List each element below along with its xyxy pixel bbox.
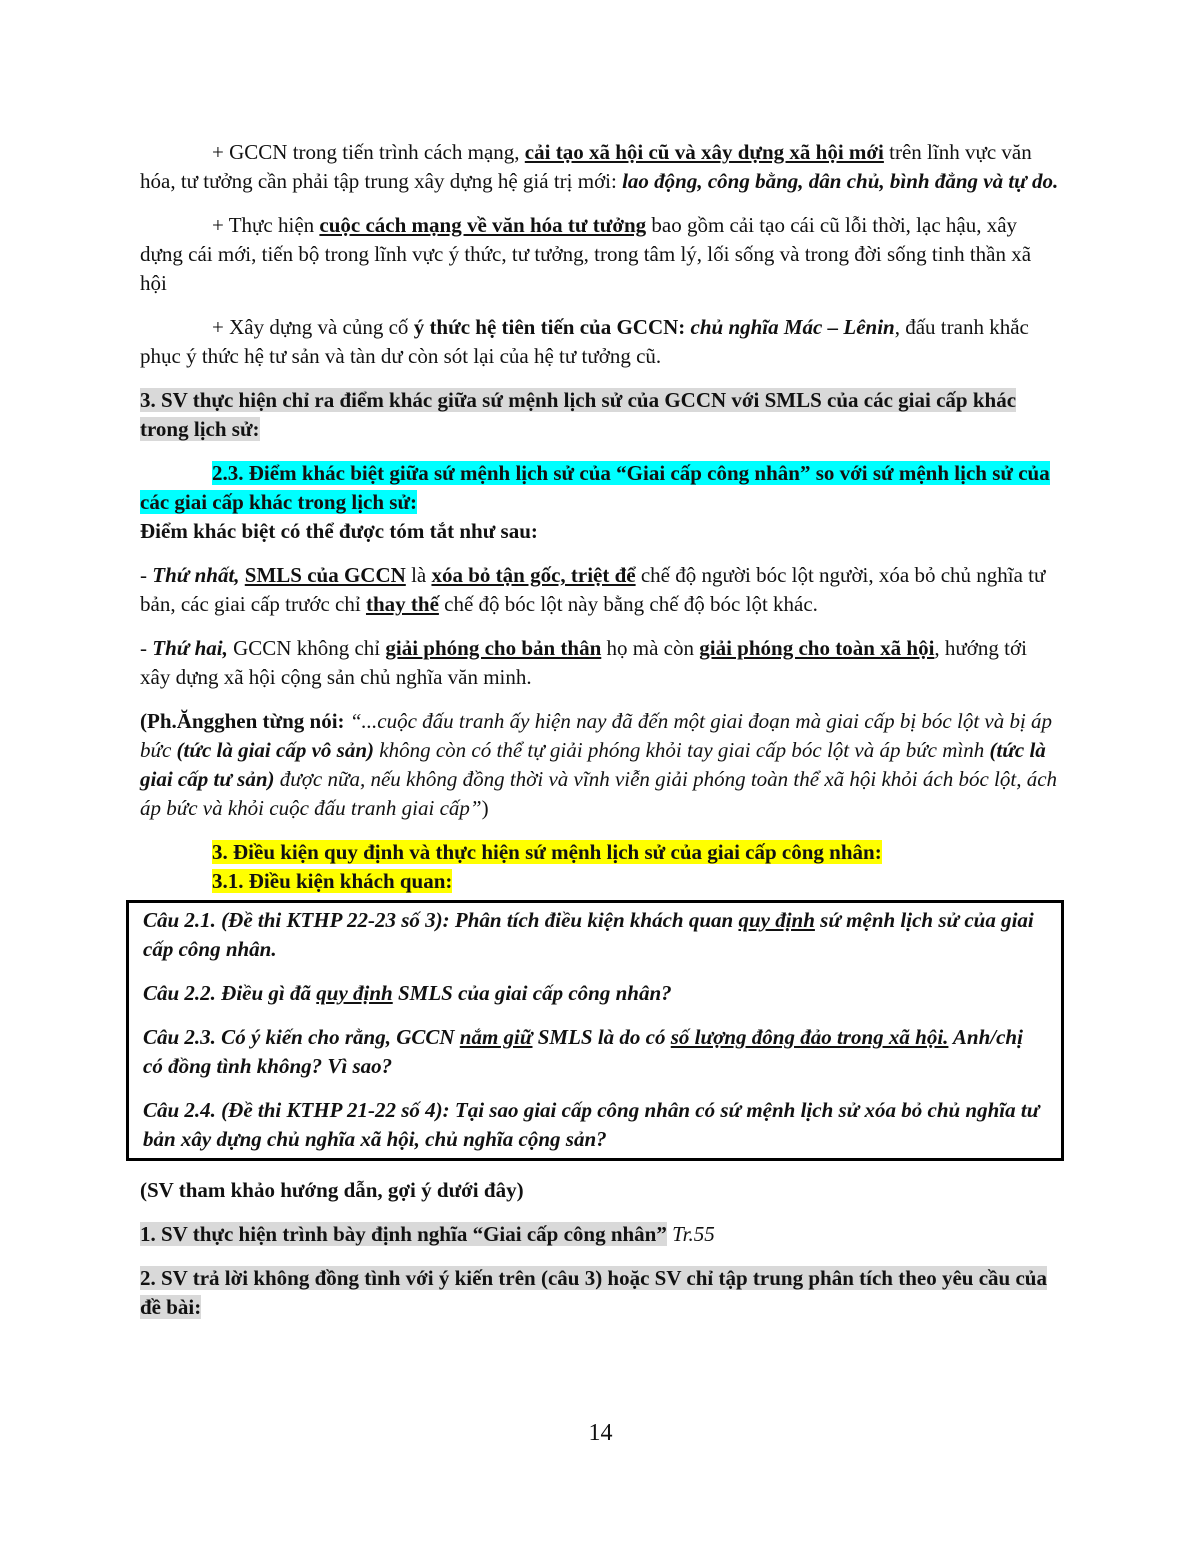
highlight-yellow: 3.1. Điều kiện khách quan: bbox=[212, 869, 453, 893]
question-2-2 bbox=[143, 979, 1047, 1008]
emphasis-italic: (tức là giai cấp vô sản) bbox=[176, 738, 375, 762]
emphasis-underline: quy định bbox=[738, 908, 815, 932]
text: + Thực hiện bbox=[212, 213, 320, 237]
quote-text: “...cuộc đấu tranh ấy hiện nay đã đến một giai đoạn mà giai cấp bị bóc lột và bị áp bức bbox=[140, 709, 1053, 762]
text: Câu 2.2. Điều gì đã bbox=[143, 981, 317, 1005]
heading-section-3 bbox=[140, 838, 1060, 867]
emphasis-italic: chủ nghĩa Mác – Lênin bbox=[690, 315, 895, 339]
text: Câu 2.1. (Đề thi KTHP 22-23 số 3): Phân tích điều kiện khách quan bbox=[143, 908, 739, 932]
text: GCCN không chỉ bbox=[227, 636, 386, 660]
text: họ mà còn bbox=[601, 636, 700, 660]
emphasis-bold: ý thức hệ tiên tiến của GCCN: bbox=[413, 315, 691, 339]
emphasis-underline: cải tạo xã hội cũ và xây dựng xã hội mới bbox=[524, 140, 884, 164]
paragraph-ideology bbox=[140, 313, 1060, 371]
text: - bbox=[140, 636, 153, 660]
text: + Xây dựng và củng cố bbox=[212, 315, 414, 339]
question-2-3 bbox=[143, 1023, 1047, 1081]
paragraph-culture-values bbox=[140, 138, 1060, 196]
text: + GCCN trong tiến trình cách mạng, bbox=[212, 140, 525, 164]
emphasis-underline: thay thế bbox=[365, 592, 439, 616]
summary-line: Điểm khác biệt có thể được tóm tắt như sau: bbox=[140, 519, 538, 543]
text: SMLS là do có bbox=[532, 1025, 671, 1049]
question-box bbox=[126, 900, 1064, 1161]
question-2-1 bbox=[143, 906, 1047, 964]
highlight-gray: 3. SV thực hiện chỉ ra điểm khác giữa sứ mệnh lịch sử của GCCN với SMLS của các giai cấp khác trong lịch sử: bbox=[140, 388, 1017, 441]
reference-note: (SV tham khảo hướng dẫn, gợi ý dưới đây) bbox=[140, 1178, 524, 1202]
text: - bbox=[140, 563, 153, 587]
text: Câu 2.3. Có ý kiến cho rằng, GCCN bbox=[143, 1025, 460, 1049]
emphasis-italic: Thứ nhất, bbox=[152, 563, 240, 587]
text: là bbox=[405, 563, 432, 587]
heading-section-2-3 bbox=[140, 459, 1060, 517]
page-reference: Tr.55 bbox=[666, 1222, 715, 1246]
text: chế độ bóc lột này bằng chế độ bóc lột khác. bbox=[438, 592, 818, 616]
document-page bbox=[140, 138, 1060, 1322]
emphasis-italic: (tức là giai cấp tư sản) bbox=[140, 738, 1046, 791]
text: ) bbox=[481, 796, 489, 820]
emphasis-underline: giải phóng cho bản thân bbox=[385, 636, 602, 660]
emphasis-underline: xóa bỏ tận gốc, triệt để bbox=[431, 563, 636, 587]
quote-text: được nữa, nếu không đồng thời và vĩnh viễn giải phóng toàn thể xã hội khỏi ách bóc lột, ách áp bức và khỏi cuộc đấu tranh giai cấp” bbox=[140, 767, 1058, 820]
text: , đấu tranh khắc phục ý thức hệ tư sản và tàn dư còn sót lại của hệ tư tưởng cũ. bbox=[140, 315, 1029, 368]
paragraph-second bbox=[140, 634, 1060, 692]
emphasis-bold: (Ph.Ăngghen từng nói: bbox=[140, 709, 350, 733]
text: , hướng tới xây dựng xã hội cộng sản chủ nghĩa văn minh. bbox=[140, 636, 1027, 689]
text: trên lĩnh vực văn hóa, tư tưởng cần phải tập trung xây dựng hệ giá trị mới: bbox=[140, 140, 1032, 193]
highlight-gray: 1. SV thực hiện trình bày định nghĩa “Giai cấp công nhân” bbox=[140, 1222, 667, 1246]
emphasis-underline: quy định bbox=[316, 981, 393, 1005]
text: bao gồm cải tạo cái cũ lỗi thời, lạc hậu, xây dựng cái mới, tiến bộ trong lĩnh vực ý thức, tư tưởng, trong tâm lý, lối sống và trong đời sống tinh thần xã hội bbox=[140, 213, 1032, 295]
emphasis-underline: nắm giữ bbox=[459, 1025, 533, 1049]
heading-section-3-1 bbox=[140, 867, 1060, 896]
text: Anh/chị có đồng tình không? Vì sao? bbox=[143, 1025, 1023, 1078]
emphasis-underline: SMLS của GCCN bbox=[244, 563, 406, 587]
text: sứ mệnh lịch sử của giai cấp công nhân. bbox=[143, 908, 1034, 961]
quote-text: không còn có thể tự giải phóng khỏi tay giai cấp bóc lột và áp bức mình bbox=[374, 738, 990, 762]
highlight-cyan: 2.3. Điểm khác biệt giữa sứ mệnh lịch sử của “Giai cấp công nhân” so với sứ mệnh lịch sử của các giai cấp khác trong lịch sử: bbox=[140, 461, 1050, 514]
page-number: 14 bbox=[588, 1420, 613, 1446]
step-2 bbox=[140, 1264, 1060, 1322]
text: chế độ người bóc lột người, xóa bỏ chủ nghĩa tư bản, các giai cấp trước chỉ bbox=[140, 563, 1046, 616]
heading-task-3 bbox=[140, 386, 1060, 444]
text: SMLS của giai cấp công nhân? bbox=[392, 981, 672, 1005]
emphasis-underline: số lượng đông đảo trong xã hội. bbox=[670, 1025, 949, 1049]
emphasis-underline: cuộc cách mạng về văn hóa tư tưởng bbox=[319, 213, 647, 237]
emphasis-italic: Thứ hai, bbox=[152, 636, 228, 660]
paragraph-culture-revolution bbox=[140, 211, 1060, 298]
paragraph-engels-quote bbox=[140, 707, 1060, 823]
emphasis-italic: lao động, công bằng, dân chủ, bình đẳng và tự do. bbox=[622, 169, 1059, 193]
highlight-yellow: 3. Điều kiện quy định và thực hiện sứ mệnh lịch sử của giai cấp công nhân: bbox=[212, 840, 882, 864]
question-2-4: Câu 2.4. (Đề thi KTHP 21-22 số 4): Tại sao giai cấp công nhân có sứ mệnh lịch sử xóa bỏ chủ nghĩa tư bản xây dựng chủ nghĩa xã hội, chủ nghĩa cộng sản? bbox=[143, 1098, 1040, 1151]
highlight-gray: 2. SV trả lời không đồng tình với ý kiến trên (câu 3) hoặc SV chỉ tập trung phân tích theo yêu cầu của đề bài: bbox=[140, 1266, 1047, 1319]
step-1 bbox=[140, 1220, 1060, 1249]
paragraph-first bbox=[140, 561, 1060, 619]
emphasis-underline: giải phóng cho toàn xã hội bbox=[699, 636, 935, 660]
